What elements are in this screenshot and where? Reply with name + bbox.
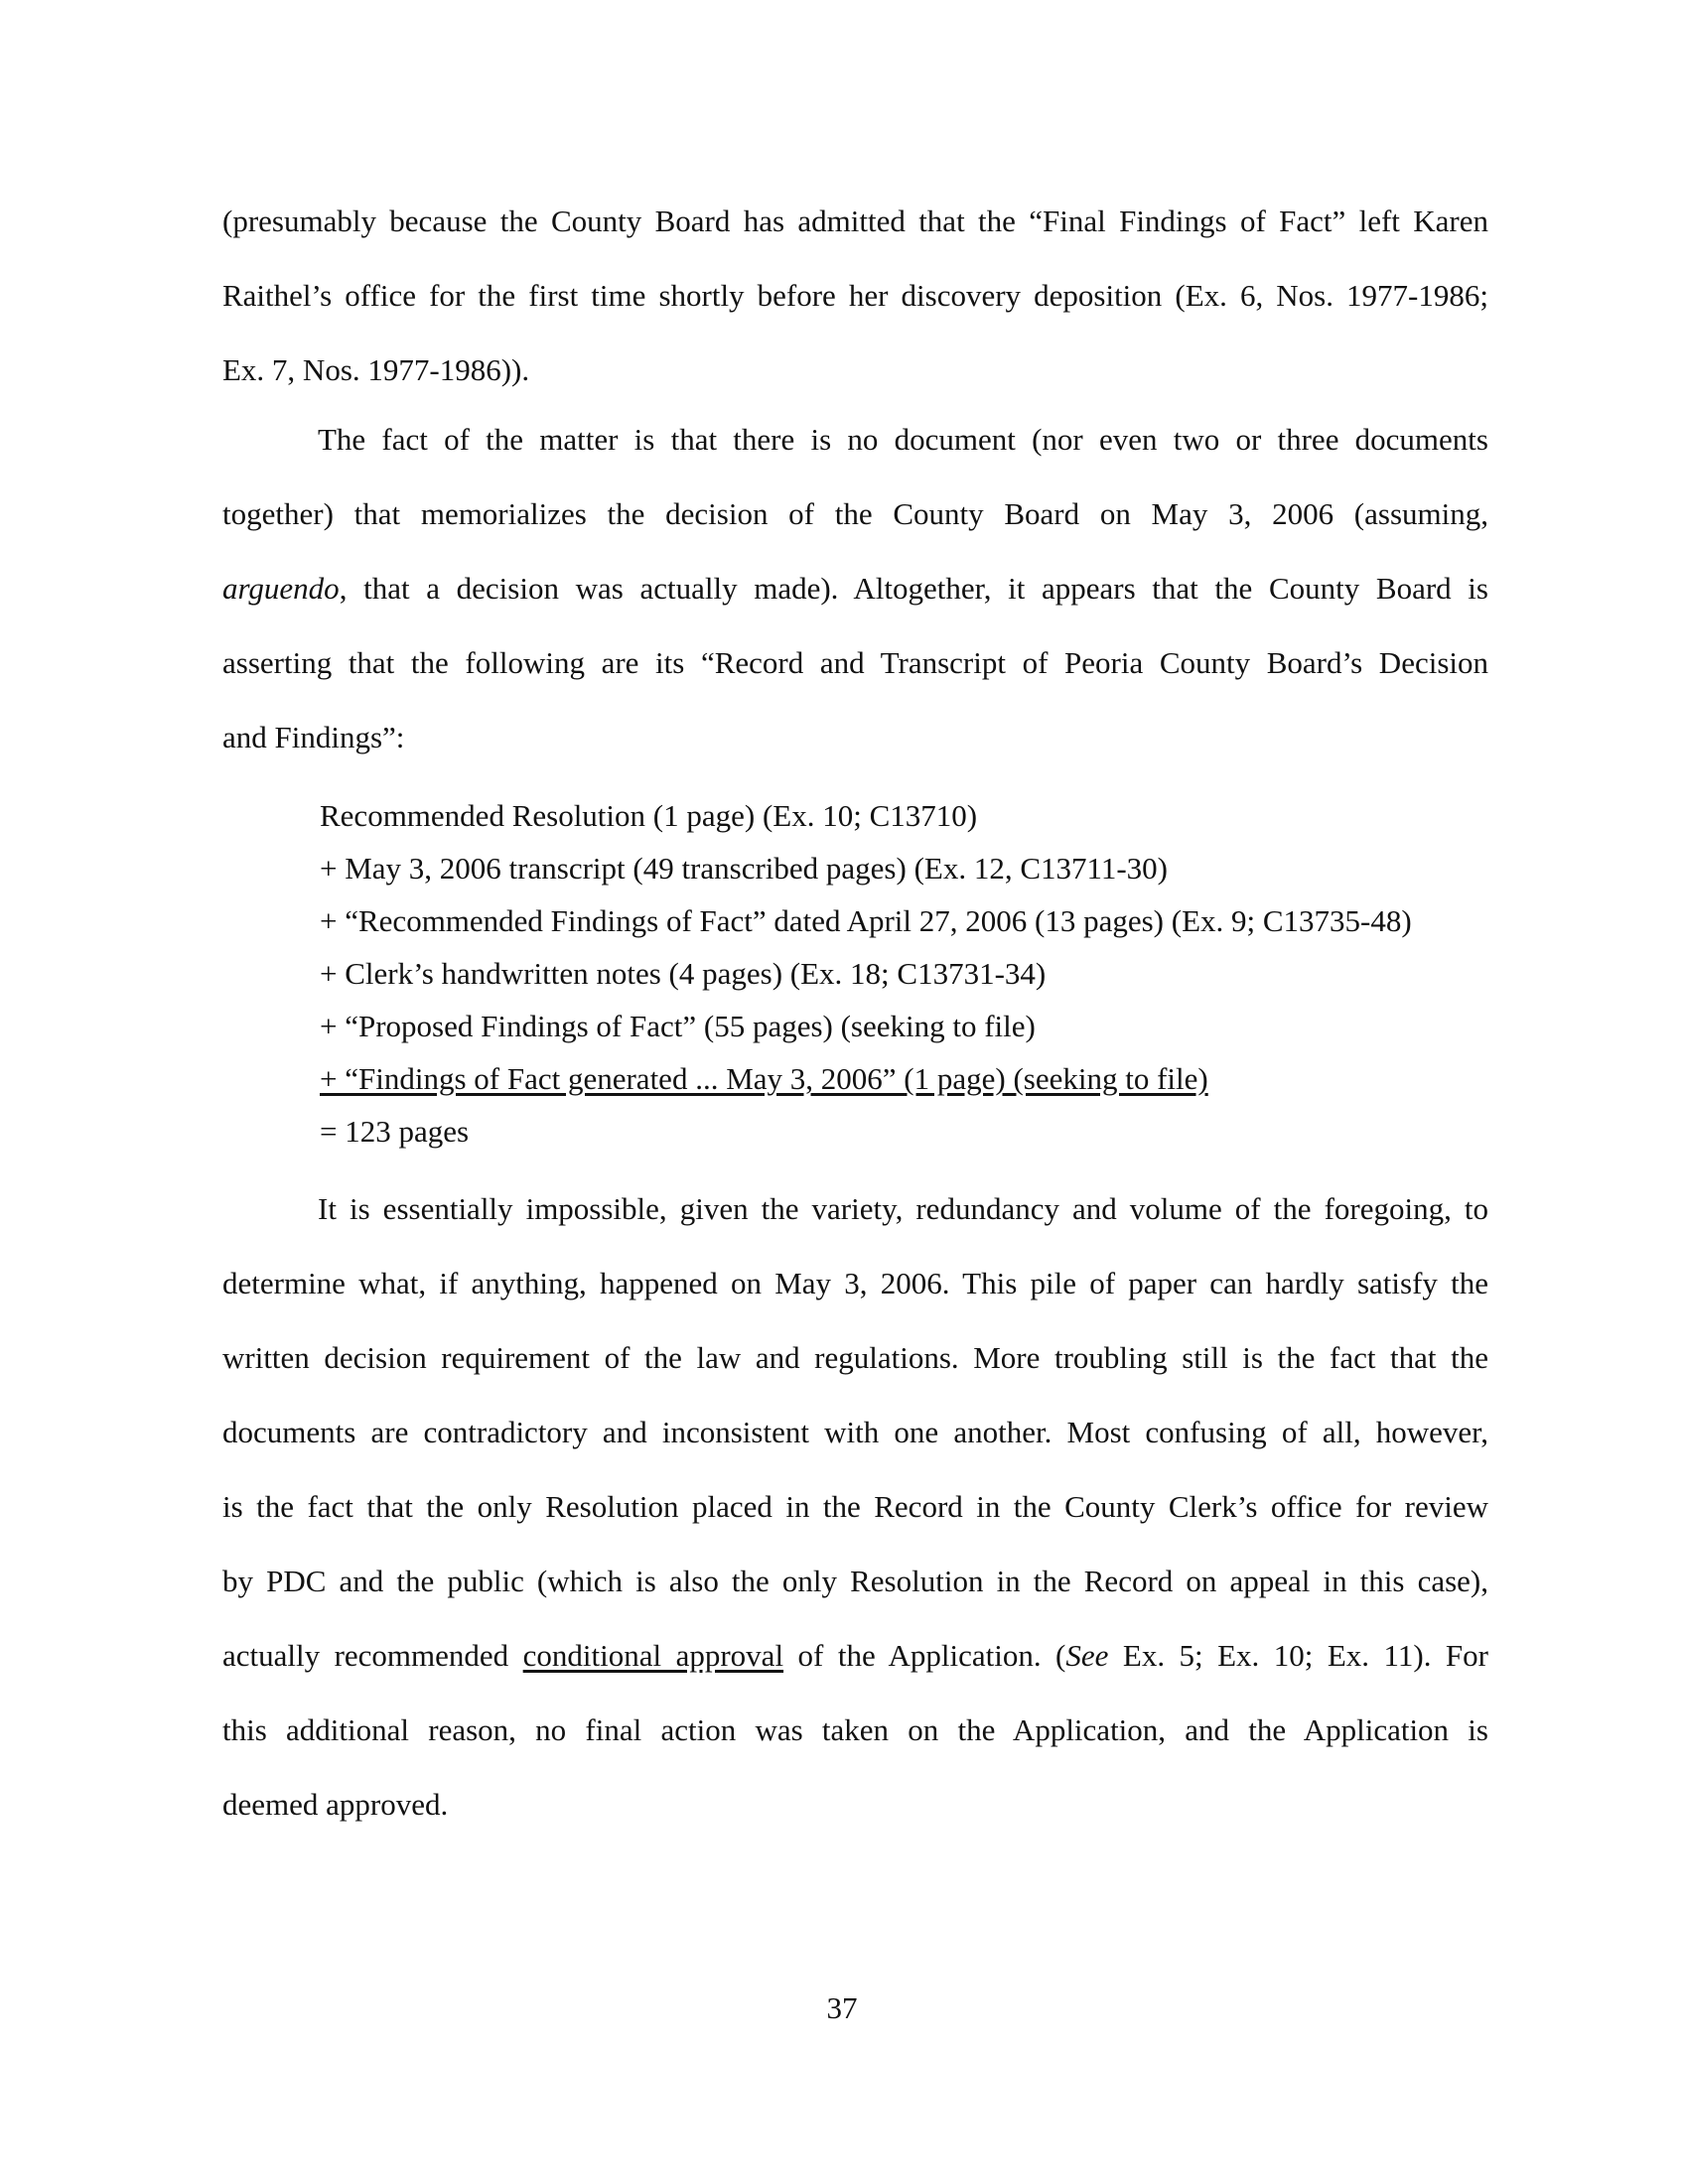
paragraph-line: together) that memorializes the decision of the County Board on May 3, 2006 (assuming, bbox=[222, 496, 1488, 531]
paragraph-2 bbox=[222, 402, 1488, 774]
line-segment: of the Application. ( bbox=[783, 1638, 1066, 1673]
list-item: + May 3, 2006 transcript (49 transcribed pages) (Ex. 12, C13711-30) bbox=[320, 851, 1168, 886]
line-segment: Ex. 5; Ex. 10; Ex. 11). For bbox=[1108, 1638, 1488, 1673]
paragraph-line bbox=[222, 551, 1488, 625]
paragraph-line: documents are contradictory and inconsistent with one another. Most confusing of all, however, bbox=[222, 1415, 1488, 1449]
paragraph-line: It is essentially impossible, given the variety, redundancy and volume of the foregoing, to bbox=[318, 1191, 1488, 1226]
underlined-term: conditional approval bbox=[522, 1638, 784, 1673]
paragraph-line: and Findings”: bbox=[222, 720, 405, 754]
line-segment: actually recommended bbox=[222, 1638, 523, 1673]
page-number: 37 bbox=[826, 1990, 858, 2025]
paragraph-line bbox=[222, 1618, 1488, 1693]
record-list bbox=[320, 789, 1412, 1158]
paragraph-line: by PDC and the public (which is also the only Resolution in the Record on appeal in this case), bbox=[222, 1564, 1488, 1598]
paragraph-line-rest: , that a decision was actually made). Altogether, it appears that the County Board is bbox=[339, 571, 1488, 606]
list-item: + “Proposed Findings of Fact” (55 pages) (seeking to file) bbox=[320, 1009, 1036, 1043]
italic-signal: See bbox=[1065, 1638, 1109, 1673]
paragraph-line: is the fact that the only Resolution placed in the Record in the County Clerk’s office for review bbox=[222, 1489, 1488, 1524]
paragraph-line: Ex. 7, Nos. 1977-1986)). bbox=[222, 352, 530, 387]
paragraph-1 bbox=[222, 184, 1488, 407]
list-item: + “Recommended Findings of Fact” dated April 27, 2006 (13 pages) (Ex. 9; C13735-48) bbox=[320, 903, 1412, 938]
paragraph-line: deemed approved. bbox=[222, 1787, 449, 1822]
paragraph-line: asserting that the following are its “Record and Transcript of Peoria County Board’s Decision bbox=[222, 645, 1488, 680]
list-item-underlined: + “Findings of Fact generated ... May 3, 2006” (1 page) (seeking to file) bbox=[320, 1061, 1208, 1096]
list-total: = 123 pages bbox=[320, 1114, 470, 1149]
paragraph-line: The fact of the matter is that there is no document (nor even two or three documents bbox=[318, 422, 1488, 457]
list-item: + Clerk’s handwritten notes (4 pages) (Ex. 18; C13731-34) bbox=[320, 956, 1047, 991]
italic-term: arguendo bbox=[222, 571, 340, 606]
paragraph-line: this additional reason, no final action was taken on the Application, and the Application is bbox=[222, 1712, 1488, 1747]
list-item: Recommended Resolution (1 page) (Ex. 10; C13710) bbox=[320, 798, 978, 833]
paragraph-3 bbox=[222, 1171, 1488, 1842]
paragraph-line: (presumably because the County Board has admitted that the “Final Findings of Fact” left Karen bbox=[222, 204, 1488, 238]
paragraph-line: Raithel’s office for the first time shortly before her discovery deposition (Ex. 6, Nos. 1977-1986; bbox=[222, 278, 1488, 313]
paragraph-line: determine what, if anything, happened on May 3, 2006. This pile of paper can hardly satisfy the bbox=[222, 1266, 1488, 1300]
paragraph-line: written decision requirement of the law and regulations. More troubling still is the fact that the bbox=[222, 1340, 1488, 1375]
